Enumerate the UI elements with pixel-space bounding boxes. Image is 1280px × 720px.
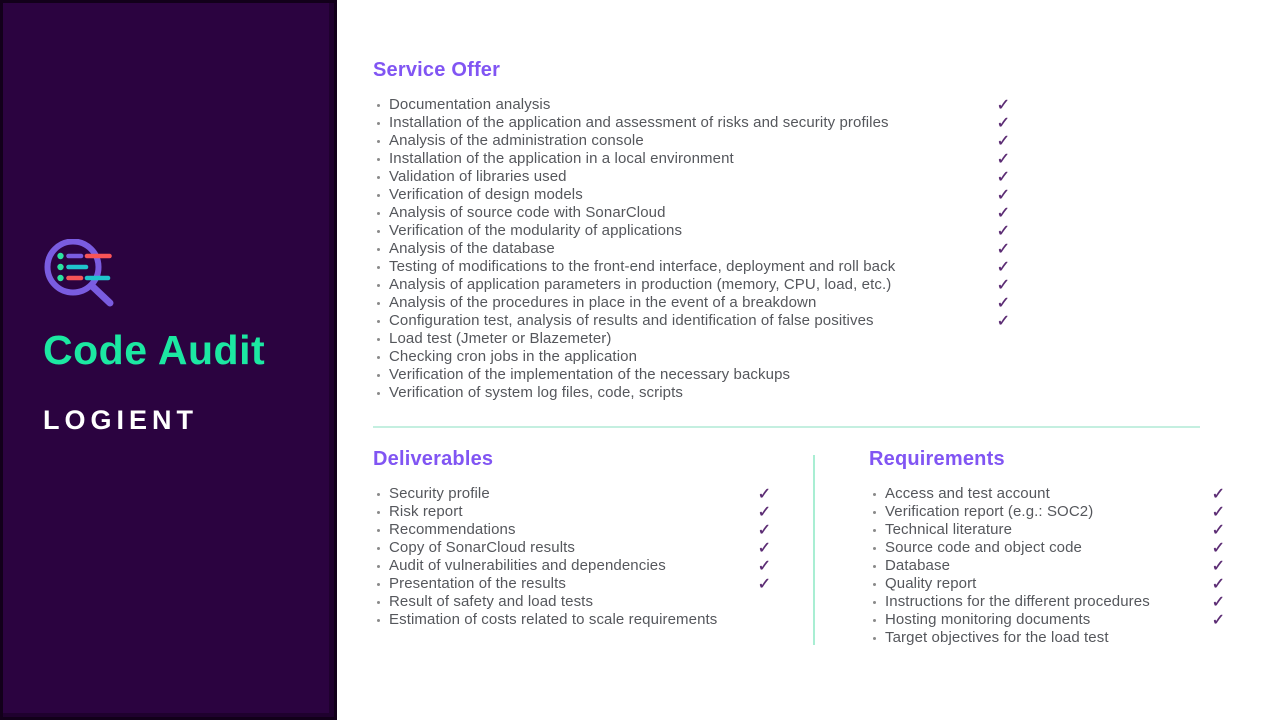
list-item xyxy=(373,312,1010,330)
list-item-text: Installation of the application and assessment of risks and security profiles xyxy=(389,114,889,131)
list-item xyxy=(869,611,1225,629)
bullet-dot xyxy=(873,601,876,604)
list-item xyxy=(373,503,771,521)
list-item xyxy=(373,150,1010,168)
checkmark-icon: ✓ xyxy=(996,151,1010,168)
list-item xyxy=(869,485,1225,503)
bullet-dot xyxy=(377,356,380,359)
list-item-text: Recommendations xyxy=(389,521,516,538)
list-item xyxy=(373,186,1010,204)
bullet-dot xyxy=(377,266,380,269)
list-item-text: Validation of libraries used xyxy=(389,168,567,185)
list-item xyxy=(373,366,1010,384)
list-item-text: Risk report xyxy=(389,503,463,520)
list-item-text: Analysis of application parameters in production (memory, CPU, load, etc.) xyxy=(389,276,892,293)
list-item xyxy=(373,384,1010,402)
checkmark-icon: ✓ xyxy=(996,259,1010,276)
bullet-dot xyxy=(873,565,876,568)
list-item-text: Testing of modifications to the front-end interface, deployment and roll back xyxy=(389,258,896,275)
bullet-dot xyxy=(377,122,380,125)
checkmark-icon: ✓ xyxy=(996,223,1010,240)
list-item-text: Instructions for the different procedures xyxy=(885,593,1150,610)
bullet-dot xyxy=(377,583,380,586)
list-item-text: Estimation of costs related to scale requirements xyxy=(389,611,718,628)
list-item xyxy=(373,114,1010,132)
list-item-text: Verification of the implementation of the necessary backups xyxy=(389,366,791,383)
bullet-dot xyxy=(873,493,876,496)
bullet-dot xyxy=(377,158,380,161)
checkmark-icon: ✓ xyxy=(757,540,771,557)
checkmark-icon: ✓ xyxy=(996,313,1010,330)
list-item-text: Source code and object code xyxy=(885,539,1083,556)
checkmark-icon: ✓ xyxy=(1211,540,1225,557)
checkmark-icon: ✓ xyxy=(1211,594,1225,611)
list-item-text: Audit of vulnerabilities and dependencies xyxy=(389,557,666,574)
list-item-text: Verification of the modularity of applications xyxy=(389,222,683,239)
list-item-text: Load test (Jmeter or Blazemeter) xyxy=(389,330,612,347)
list-item-text: Target objectives for the load test xyxy=(885,629,1109,646)
code-audit-magnifier-icon xyxy=(43,239,121,313)
bullet-dot xyxy=(377,230,380,233)
list-item xyxy=(373,575,771,593)
list-item-text: Configuration test, analysis of results and identification of false positives xyxy=(389,312,874,329)
bullet-dot xyxy=(377,374,380,377)
bullet-dot xyxy=(377,104,380,107)
checkmark-icon: ✓ xyxy=(996,295,1010,312)
checkmark-icon: ✓ xyxy=(1211,558,1225,575)
section-requirements xyxy=(869,447,1225,647)
list-item xyxy=(373,611,771,629)
checkmark-icon: ✓ xyxy=(996,169,1010,186)
bullet-dot xyxy=(377,511,380,514)
list-item-text: Verification of design models xyxy=(389,186,583,203)
bullet-dot xyxy=(377,565,380,568)
checkmark-icon: ✓ xyxy=(757,522,771,539)
list-item xyxy=(373,593,771,611)
bullet-dot xyxy=(377,284,380,287)
bullet-dot xyxy=(377,493,380,496)
deliverables-list xyxy=(373,485,771,629)
list-item-text: Presentation of the results xyxy=(389,575,566,592)
list-item xyxy=(373,294,1010,312)
bullet-dot xyxy=(377,302,380,305)
list-item xyxy=(373,240,1010,258)
list-item-text: Result of safety and load tests xyxy=(389,593,594,610)
list-item-text: Analysis of the administration console xyxy=(389,132,644,149)
list-item-text: Access and test account xyxy=(885,485,1050,502)
bullet-dot xyxy=(377,547,380,550)
checkmark-icon: ✓ xyxy=(1211,486,1225,503)
list-item xyxy=(373,521,771,539)
horizontal-divider xyxy=(373,426,1200,428)
list-item-text: Analysis of the database xyxy=(389,240,555,257)
list-item-text: Analysis of the procedures in place in the event of a breakdown xyxy=(389,294,817,311)
list-item-text: Security profile xyxy=(389,485,490,502)
bullet-dot xyxy=(377,320,380,323)
list-item xyxy=(869,629,1225,647)
list-item xyxy=(373,485,771,503)
list-item-text: Copy of SonarCloud results xyxy=(389,539,576,556)
list-item-text: Technical literature xyxy=(885,521,1013,538)
checkmark-icon: ✓ xyxy=(1211,522,1225,539)
bullet-dot xyxy=(873,511,876,514)
checkmark-icon: ✓ xyxy=(996,241,1010,258)
checkmark-icon: ✓ xyxy=(757,576,771,593)
deliverables-heading: Deliverables xyxy=(373,448,494,470)
list-item xyxy=(869,521,1225,539)
list-item xyxy=(373,222,1010,240)
list-item-text: Verification report (e.g.: SOC2) xyxy=(885,503,1094,520)
section-service-offer xyxy=(373,58,1010,402)
checkmark-icon: ✓ xyxy=(996,187,1010,204)
vertical-divider xyxy=(813,455,815,645)
list-item-text: Documentation analysis xyxy=(389,96,551,113)
logient-logo: LOGIENT xyxy=(43,405,198,435)
requirements-list xyxy=(869,485,1225,647)
list-item xyxy=(373,258,1010,276)
bullet-dot xyxy=(873,619,876,622)
bullet-dot xyxy=(377,140,380,143)
requirements-heading: Requirements xyxy=(869,448,1005,470)
list-item xyxy=(373,348,1010,366)
bullet-dot xyxy=(873,529,876,532)
checkmark-icon: ✓ xyxy=(1211,504,1225,521)
bullet-dot xyxy=(377,338,380,341)
page-title: Code Audit xyxy=(43,327,266,373)
list-item-text: Verification of system log files, code, scripts xyxy=(389,384,683,401)
checkmark-icon: ✓ xyxy=(757,486,771,503)
list-item xyxy=(869,575,1225,593)
list-item-text: Checking cron jobs in the application xyxy=(389,348,638,365)
bullet-dot xyxy=(377,194,380,197)
list-item xyxy=(869,593,1225,611)
checkmark-icon: ✓ xyxy=(757,504,771,521)
checkmark-icon: ✓ xyxy=(1211,612,1225,629)
list-item xyxy=(869,503,1225,521)
list-item-text: Installation of the application in a local environment xyxy=(389,150,734,167)
list-item xyxy=(373,96,1010,114)
checkmark-icon: ✓ xyxy=(757,558,771,575)
list-item xyxy=(373,557,771,575)
checkmark-icon: ✓ xyxy=(996,277,1010,294)
sidebar xyxy=(0,0,337,720)
list-item xyxy=(869,557,1225,575)
list-item xyxy=(373,204,1010,222)
list-item xyxy=(869,539,1225,557)
list-item-text: Quality report xyxy=(885,575,977,592)
checkmark-icon: ✓ xyxy=(996,115,1010,132)
bullet-dot xyxy=(377,176,380,179)
checkmark-icon: ✓ xyxy=(1211,576,1225,593)
bullet-dot xyxy=(377,212,380,215)
list-item-text: Hosting monitoring documents xyxy=(885,611,1091,628)
section-deliverables xyxy=(373,447,771,629)
checkmark-icon: ✓ xyxy=(996,97,1010,114)
list-item-text: Database xyxy=(885,557,951,574)
list-item xyxy=(373,132,1010,150)
bullet-dot xyxy=(873,583,876,586)
bullet-dot xyxy=(377,392,380,395)
service-offer-list xyxy=(373,96,1010,402)
list-item xyxy=(373,539,771,557)
list-item xyxy=(373,276,1010,294)
bullet-dot xyxy=(377,601,380,604)
bullet-dot xyxy=(377,248,380,251)
list-item-text: Analysis of source code with SonarCloud xyxy=(389,204,666,221)
bullet-dot xyxy=(377,529,380,532)
service-offer-heading: Service Offer xyxy=(373,59,501,81)
checkmark-icon: ✓ xyxy=(996,133,1010,150)
checkmark-icon: ✓ xyxy=(996,205,1010,222)
bullet-dot xyxy=(873,547,876,550)
bullet-dot xyxy=(377,619,380,622)
bullet-dot xyxy=(873,637,876,640)
list-item xyxy=(373,168,1010,186)
list-item xyxy=(373,330,1010,348)
